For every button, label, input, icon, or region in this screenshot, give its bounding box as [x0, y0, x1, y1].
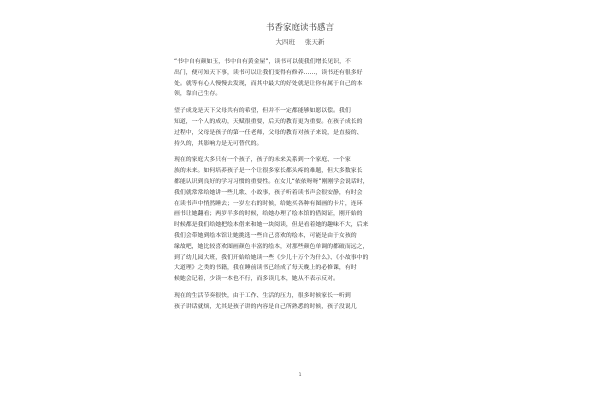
class-name: 大四班 [275, 38, 295, 46]
author-name: 张天新 [305, 38, 325, 46]
text-line: 持久的，其影响力是无可替代的。 [174, 140, 263, 147]
byline [0, 37, 600, 46]
text-line: 过程中，父母是孩子的第一任老师，父母的教育对孩子来说，是直接的、 [174, 129, 363, 136]
paragraph [174, 155, 432, 285]
text-line: 大道理》之类的书籍，我在睡前读书已经成了每天晚上的必修课，有时 [174, 265, 357, 272]
text-line: 都能认识到良好的学习习惯的重要性。在女儿“依依呀呀”刚刚学会说话时， [174, 178, 369, 185]
paragraph [174, 106, 432, 149]
text-line: 候她会记着，少读一本也不行，而多读几本，她从不表示反对。 [174, 276, 339, 283]
text-line: “书中自有颜如玉，书中自有黄金屋”，读书可以使我们增长见识，不 [174, 59, 351, 65]
text-line: 现在的家庭大多只有一个孩子，孩子的未来关系到一个家庭、一个家 [174, 157, 351, 164]
text-line: 在读书声中悄然睡去；一岁左右的时候，给她买各种有图画的卡片，连环 [174, 200, 363, 207]
page-number: 1 [298, 373, 302, 378]
text-line: 族的未来。如何培养孩子是一个让很多家长都头疼的难题，但大多数家长 [174, 168, 363, 175]
text-line: 我们就常常给她讲一些儿歌、小故事，孩子听着读书声会很安静，有时会 [174, 189, 363, 196]
text-line: 时候都是我们给她把绘本借来和她一块阅读，但是看着她的趣味不大，后来 [174, 222, 369, 229]
text-line: 知道，一个人的成功，天赋很重要，后天的教育更为重要。在孩子成长的 [174, 118, 363, 125]
text-line: 领，靠自己生存。 [174, 91, 222, 98]
text-line: 孩子讲话就烦，尤其是孩子讲的内容是自己所熟悉的时候，孩子没说几 [174, 303, 357, 310]
document-body [174, 57, 432, 319]
paragraph [174, 57, 432, 100]
paragraph [174, 291, 432, 313]
text-line: 到了幼儿园大班，我们开始给她读一些《少儿十万个为什么》、《小故事中的 [174, 254, 369, 261]
text-line: 现在的生活节奏很快，由于工作、生活的压力，很多时候家长一听到 [174, 292, 351, 299]
text-line: 画书让她翻看；两岁半多的时候，给她办理了绘本馆的借阅证，刚开始的 [174, 211, 363, 218]
document-title: 书香家庭读书感言 [265, 23, 334, 33]
text-line: 缘故吧，她比较喜欢图画颜色丰富的绘本，对那些颜色单调的都破而远之， [174, 243, 369, 250]
text-line: 我们会带她到绘本馆让她挑选一些自己喜欢的绘本，可能是由于女孩的 [174, 232, 357, 239]
text-line: 望子成龙是天下父母共有的希望，但并不一定都能够如愿以偿。我们 [174, 108, 351, 115]
text-line: 处。就等有心人慢慢去发现，而其中最大的好处就是让你有属于自己的本 [174, 80, 363, 87]
text-line: 出门，便可知天下事，读书可以让我们变得有修养……，读书还有很多好 [174, 69, 363, 76]
